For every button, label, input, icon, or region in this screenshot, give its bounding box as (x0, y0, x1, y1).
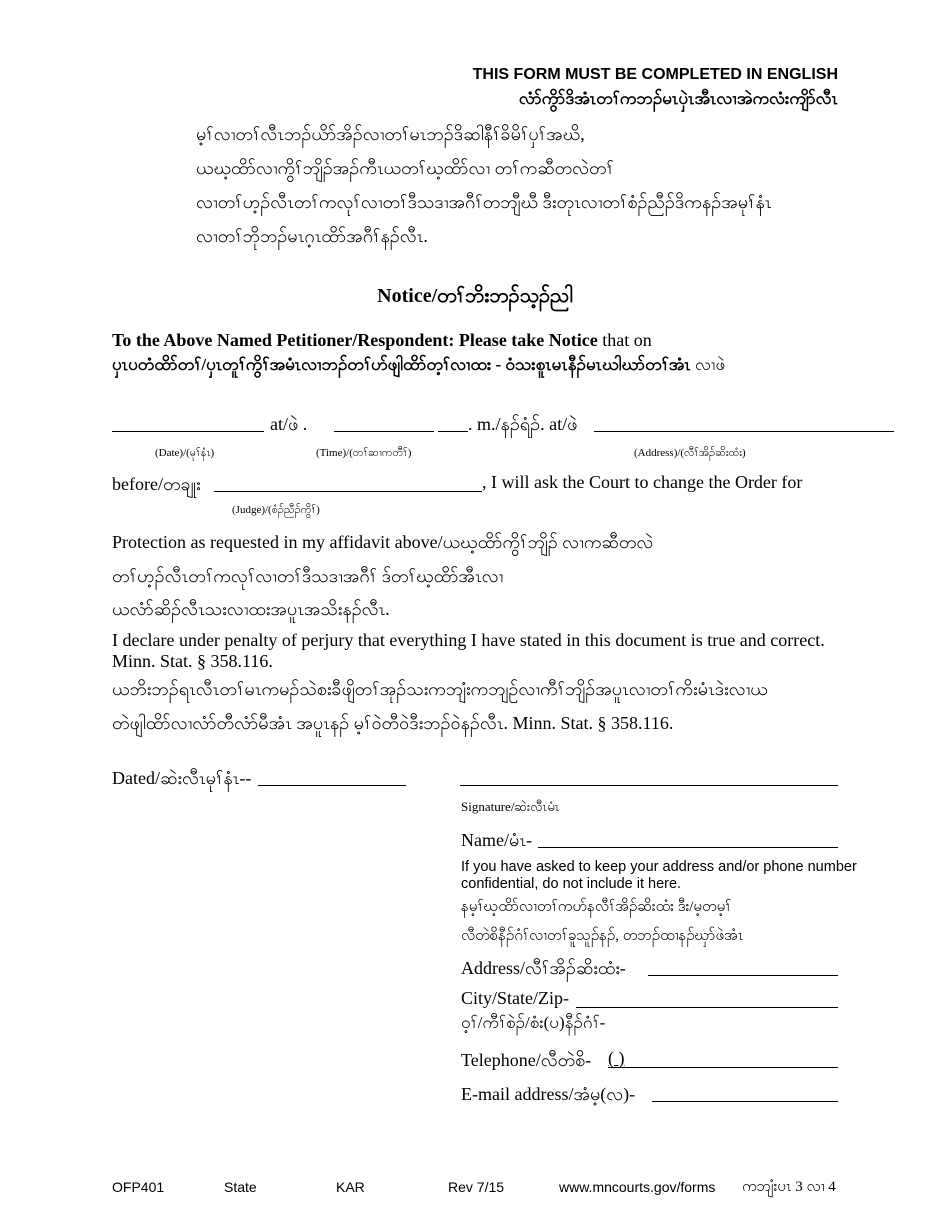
email-field[interactable] (652, 1101, 838, 1102)
telephone-field[interactable] (608, 1067, 838, 1068)
signature-field[interactable] (460, 785, 838, 786)
confidential-note-en: If you have asked to keep your address and/or phone number confidential, do not include it here. (461, 859, 857, 892)
mailing-address-field[interactable] (648, 975, 838, 976)
footer-page-number: ကဘျံးပၤ 3 လၢ 4 (742, 1179, 836, 1195)
footer-language: KAR (336, 1179, 365, 1195)
protection-line-2: တၢ်ဟ့ၣ်လီၤတၢ်ကလုၢ်လၢတၢ်ဒီသဒၢအဂီၢ် ဒ်တၢ်ဃ့ထိာ်အီၤလၢ (112, 566, 504, 586)
intro-line-2: ယဃ့ထိာ်လၢကွိၢ်ဘျိၣ်အၣ်ကီၤယတၢ်ဃ့ထိာ်လၢ တၢ်ကဆီတလဲတၢ် (196, 158, 615, 178)
to-petitioner-karen-bold: ပှၤပတံထိာ်တၢ်/ပှၤတူၢ်ကွိၢ်အမံၤလၢဘၣ်တၢ်ဟ်ဖျါထိာ်တ့ၢ်လၢထး - ဝံသးစူၤမၤနီၣ်မၤဃါဃာ်တၢ်အံၤ (112, 355, 691, 374)
footer-url[interactable]: www.mncourts.gov/forms (559, 1179, 716, 1195)
address-label: Address/လီၢ်အိၣ်ဆိးထံး- (461, 958, 626, 978)
telephone-area-code[interactable]: ( ) (608, 1048, 625, 1068)
city-state-zip-label: City/State/Zip- (461, 988, 569, 1008)
name-label: Name/မံၤ- (461, 830, 533, 850)
at-label-1: at/ဖဲ . (270, 414, 308, 434)
to-petitioner-normal: that on (597, 330, 652, 350)
confidential-note-karen-1: နမ့ၢ်ဃ့ထိာ်လၢတၢ်ကဟ်နလီၢ်အိၣ်ဆိးထံး ဒီး/မ့တမ့ၢ် (461, 899, 732, 915)
city-state-zip-field[interactable] (576, 1007, 838, 1008)
confidential-note-karen-2: လီတဲစိနီၣ်ဂံၢ်လၢတၢ်ခူသူၣ်နၣ်, တဘၣ်ထၢနၣ်ဃှာ်ဖဲအံၤ (461, 928, 744, 944)
address-caption: (Address)/(လီၢ်အိၣ်ဆိးထံး) (634, 447, 746, 459)
karen-required-notice: လံာ်ကွိာ်ဒိအံၤတၢ်ကဘၣ်မၤပှဲၤအီၤလၢအဲကလံးကျိာ်လီၤ (518, 89, 838, 108)
declaration-statute: Minn. Stat. § 358.116. (112, 651, 273, 671)
judge-caption: (Judge)/(စံၣ်ညီၣ်ကွိၢ်) (232, 504, 320, 516)
judge-field[interactable] (214, 491, 482, 492)
time-hour-field[interactable] (334, 431, 434, 432)
declaration-line-1: I declare under penalty of perjury that everything I have stated in this document is true and correct. (112, 630, 825, 650)
time-ampm-field[interactable] (438, 431, 468, 432)
to-petitioner-karen-line (112, 354, 725, 379)
telephone-label: Telephone/လီတဲစိ- (461, 1050, 592, 1070)
declaration-karen-2 (112, 711, 673, 738)
to-petitioner-bold: To the Above Named Petitioner/Respondent: Please take Notice (112, 330, 598, 350)
intro-line-4: လၢတၢ်ဘိုဘၣ်မၤဂ့ၤထိာ်အဂီၢ်နၣ်လီၤ. (196, 226, 428, 246)
protection-line-3: ယလံာ်ဆိၣ်လီၤသးလၢထးအပူၤအသိးနၣ်လီၤ. (112, 599, 390, 619)
signature-caption: Signature/ဆဲးလီၤမံၤ (461, 799, 560, 814)
intro-line-3: လၢတၢ်ဟ့ၣ်လီၤတၢ်ကလုၢ်လၢတၢ်ဒီသဒၢအဂီၢ်တဘျီဃီ ဒီးတုၤလၢတၢ်စံၣ်ညီၣ်ဒိကနၣ်အမုၢ်နံၤ (196, 192, 772, 212)
declaration-karen-2-text: တဲဖျါထိာ်လၢလံာ်တီလံာ်မီအံၤ အပူၤနၣ် မ့ၢ်ဝဲတီဝဲဒီးဘၣ်ဝဲနၣ်လီၤ. (112, 713, 508, 733)
declaration-karen-1: ယဘိးဘၣ်ရၤလီၤတၢ်မၤကမၣ်သဲစးခီဖျိတၢ်အုၣ်သးကဘျံးကဘျဉ်လၢကီၢ်ဘျိၣ်အပူၤလၢတၢ်ကိးမံၤဒဲးလၢယ (112, 679, 768, 699)
dated-field[interactable] (258, 785, 406, 786)
declaration-karen-statute: Minn. Stat. § 358.116. (508, 713, 674, 733)
address-field[interactable] (594, 431, 894, 432)
intro-line-1: မ့ၢ်လၢတၢ်လီၤဘၣ်ယိာ်အိၣ်လၢတၢ်မၤဘၣ်ဒိဆါနီၢ်ခိမိၢ်ပှၢ်အဃိ, (196, 124, 585, 144)
footer-state: State (224, 1179, 257, 1195)
english-required-notice: THIS FORM MUST BE COMPLETED IN ENGLISH (472, 66, 838, 83)
name-field[interactable] (538, 847, 838, 848)
footer-revision: Rev 7/15 (448, 1179, 505, 1195)
date-field[interactable] (112, 431, 264, 432)
date-caption: (Date)/(မုၢ်နံၤ) (155, 447, 215, 459)
notice-title: Notice/တၢ်ဘိးဘၣ်သ့ၣ်ညါ (377, 285, 573, 307)
city-state-zip-label-karen: ဝ့ၢ်/ကီၢ်စဲၣ်/စံး(ပ)နီၣ်ဂံၢ်- (461, 1013, 606, 1032)
time-caption: (Time)/(တၢ်ဆၢကတီၢ်) (316, 447, 412, 459)
dated-label: Dated/ဆဲးလီၤမုၢ်နံၤ-- (112, 768, 252, 788)
ask-court-text: , I will ask the Court to change the Order for (482, 472, 803, 492)
to-petitioner-line (112, 330, 652, 351)
email-label: E-mail address/အံမ့(လ)- (461, 1084, 636, 1104)
footer-form-id: OFP401 (112, 1179, 165, 1195)
before-label: before/တချုး (112, 474, 201, 494)
m-at-label: . m./နၣ်ရံၣ်. at/ဖဲ (468, 414, 578, 434)
to-petitioner-karen-normal: လၢဖဲ (690, 355, 726, 374)
protection-line-1: Protection as requested in my affidavit above/ယဃ့ထိာ်ကွိၢ်ဘျိၣ် လၢကဆီတလဲ (112, 532, 654, 552)
